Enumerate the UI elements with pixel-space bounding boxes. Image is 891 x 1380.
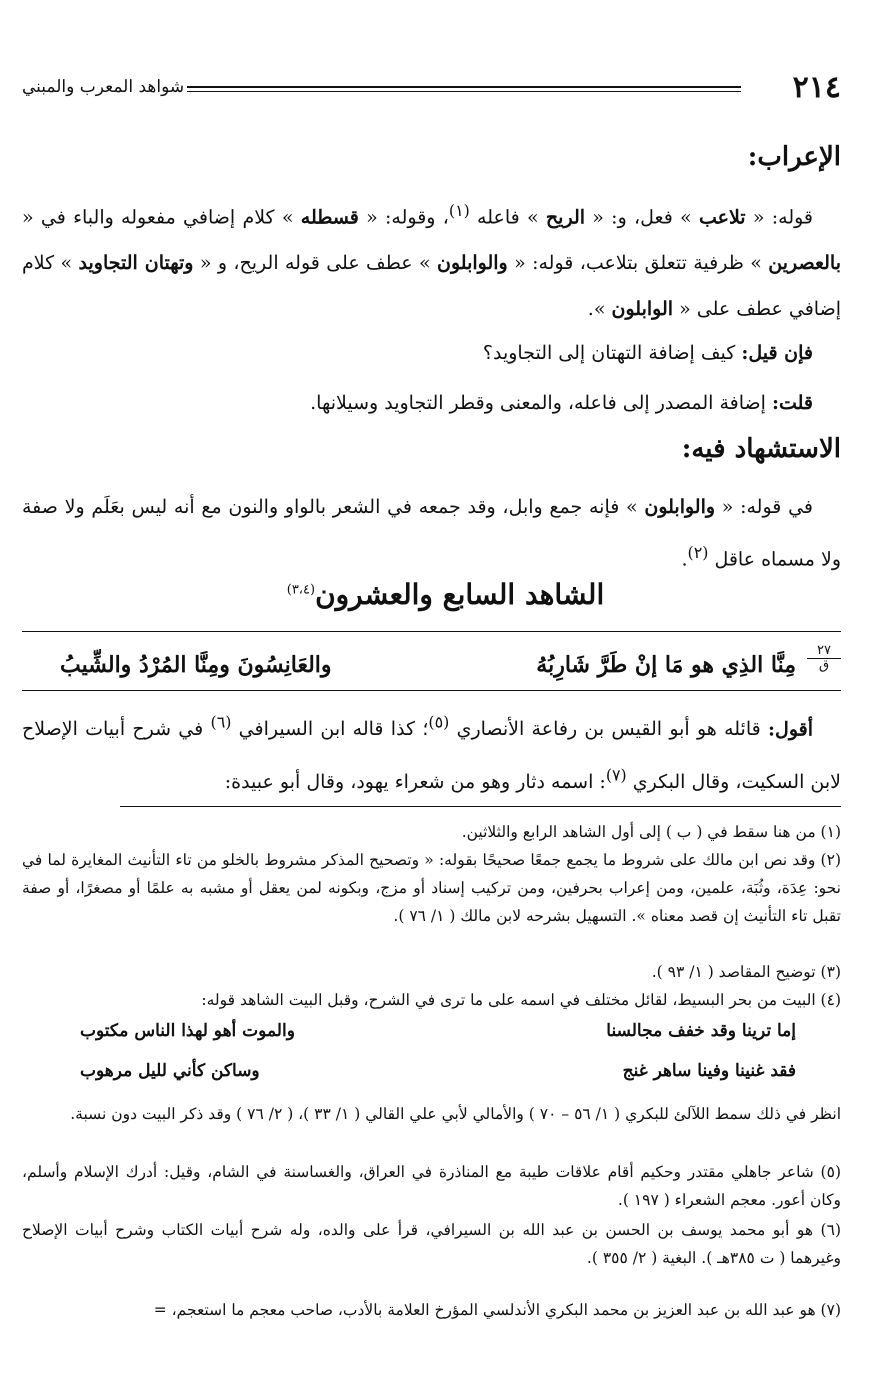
answer-text: إضافة المصدر إلى فاعله، والمعنى وقطر التجاويد وسيلانها. xyxy=(310,392,772,414)
footnote-3: (٣) توضيح المقاصد ( ١/ ٩٣ ). xyxy=(651,963,841,981)
verse-top-rule xyxy=(22,631,841,632)
book-title: شواهد المعرب والمبني xyxy=(22,77,185,97)
witness-title-refs: (٣،٤) xyxy=(286,582,316,598)
irab-heading: الإعراب: xyxy=(747,142,841,172)
footnote-4-intro: (٤) البيت من بحر البسيط، لقائل مختلف في اسمه على ما ترى في الشرح، وقبل البيت الشاهد قوله: xyxy=(201,991,841,1009)
answer-label: قلت: xyxy=(771,392,813,414)
irab-paragraph: قوله: « تلاعب » فعل، و: « الريح » فاعله $^{(١)}$، وقوله: « قسطله » كلام إضافي مفعوله والباء في « بالعصرين » ظرفية تتعلق بتلاعب، قوله: « والوابلون » عطف على قوله الريح، و « وتهتان التجاويد » كلام إضافي عطف على « الوابلون ». xyxy=(22,201,841,321)
question-label: فإن قيل: xyxy=(741,342,813,364)
aqul-label: أقول: xyxy=(768,718,813,741)
verse-number-value: ٢٧ xyxy=(807,644,841,659)
footnote-poem-2-second-half: وساكن كأني لليل مرهوب xyxy=(80,1061,260,1081)
verse-second-half: والعَانِسُونَ ومِنَّا المُرْدُ والشِّيبُ xyxy=(60,652,332,678)
verse-first-half: مِنَّا الذِي هو مَا إنْ طَرَّ شَارِبُهُ xyxy=(536,652,796,678)
footnote-7: (٧) هو عبد الله بن عبد العزيز بن محمد البكري الأندلسي المؤرخ العلامة بالأدب، صاحب معجم ما استعجم، = xyxy=(153,1301,841,1319)
footnote-4-end: انظر في ذلك سمط اللآلئ للبكري ( ١/ ٥٦ – ٧٠ ) والأمالي لأبي علي القالي ( ١/ ٣٣ )، ( ٢/ ٧٦ ) وقد ذكر البيت دون نسبة. xyxy=(70,1105,841,1123)
footnote-poem-2-first-half: فقد غنينا وفينا ساهر غنج xyxy=(622,1061,796,1081)
answer-line xyxy=(22,380,841,426)
footnote-2: (٢) وقد نص ابن مالك على شروط ما يجمع جمعًا صحيحًا بقوله: « وتصحيح المذكر مشروط بالخلو من تاء التأنيث المغايرة لما في نحو: عِدَة، وثُبَة، علمين، ومن إعراب بحرفين، ومن تركيب إسناد أو مزج، وبكونه لمن يعقل أو مشبه به علمًا أو مصغرًا، أو صفة تقبل تاء التأنيث إن قصد معناه ». التسهيل بشرحه لابن مالك ( ١/ ٧٦ ). xyxy=(22,851,841,925)
header-rule xyxy=(187,86,741,92)
aqul-paragraph xyxy=(22,700,841,805)
verse-bottom-rule xyxy=(22,690,841,691)
question-line xyxy=(22,330,841,376)
footnote-5: (٥) شاعر جاهلي مقتدر وحكيم أقام علاقات طيبة مع المناذرة في العراق، والغساسنة في الشام، وقيل: أدرك الإسلام وأسلم، وكان أعور. معجم الشعراء ( ١٩٧ ). xyxy=(22,1163,841,1209)
footnote-6: (٦) هو أبو محمد يوسف بن الحسن بن عبد الله بن السيرافي، قرأ على والده، وله شرح أبيات الكتاب وشرح أبيات الإصلاح وغيرهما ( ت ٣٨٥هـ ). البغية ( ٢/ ٣٥٥ ). xyxy=(22,1221,841,1267)
witness-title-text: الشاهد السابع والعشرون xyxy=(315,578,605,611)
istishhad-paragraph: في قوله: « والوابلون » فإنه جمع وابل، وقد جمعه في الشعر بالواو والنون مع أنه ليس بعَلَم ولا صفة ولا مسماه عاقل $^{(٢)}$. xyxy=(22,496,841,571)
witness-title xyxy=(0,578,891,611)
question-text: كيف إضافة التهتان إلى التجاويد؟ xyxy=(482,342,742,364)
page-number: ٢١٤ xyxy=(792,70,841,105)
running-header xyxy=(22,68,841,108)
aqul-text: قائله هو أبو القيس بن رفاعة الأنصاري $^{(٥)}$؛ كذا قاله ابن السيرافي $^{(٦)}$ في شرح أبيات الإصلاح لابن السكيت، وقال البكري $^{(٧)}$: اسمه دثار وهو من شعراء يهود، وقال أبو عبيدة: xyxy=(22,713,841,793)
verse-number xyxy=(807,644,841,673)
verse-number-letter: ق xyxy=(818,658,830,673)
footnote-poem-1-first-half: إما ترينا وقد خفف مجالسنا xyxy=(606,1021,796,1041)
footnote-1: (١) من هنا سقط في ( ب ) إلى أول الشاهد الرابع والثلاثين. xyxy=(461,823,841,841)
footnote-poem-1-second-half: والموت أهو لهذا الناس مكتوب xyxy=(80,1021,295,1041)
footnote-rule xyxy=(120,806,841,807)
istishhad-heading: الاستشهاد فيه: xyxy=(681,434,841,464)
